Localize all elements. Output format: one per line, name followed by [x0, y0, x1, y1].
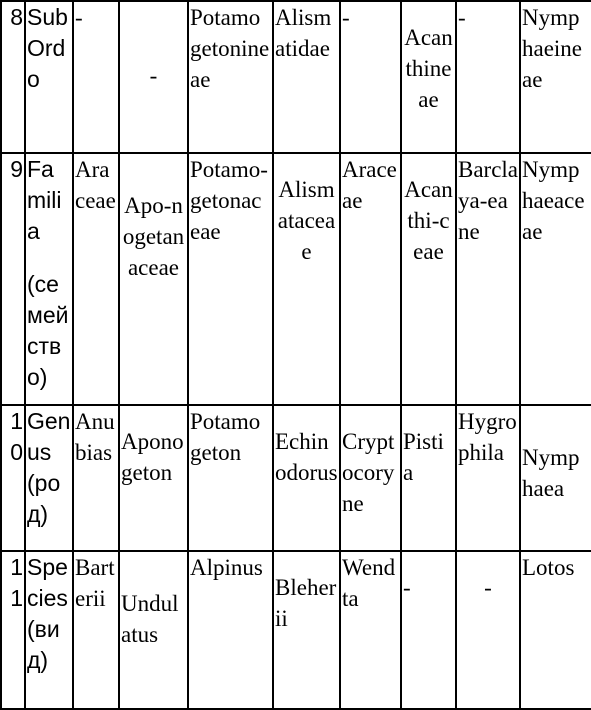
table-cell: Alpinus	[188, 551, 273, 709]
table-cell: Bleherii	[273, 551, 340, 709]
table-row	[1, 551, 591, 709]
table-cell: Alismataceae	[273, 153, 340, 405]
table-cell: Nymphaea	[520, 405, 591, 551]
rank-latin: Species	[27, 554, 68, 611]
table-cell: Wendta	[340, 551, 401, 709]
table-cell: Acanthi-ceae	[401, 153, 456, 405]
table-cell: -	[401, 551, 456, 709]
table-cell: Potamogetonineae	[188, 1, 273, 153]
rank-latin: Genus	[27, 408, 71, 465]
table-cell: Potamogeton	[188, 405, 273, 551]
row-number: 8	[1, 1, 25, 153]
rank-name	[25, 153, 73, 405]
table-row	[1, 153, 591, 405]
table-cell: -	[456, 551, 520, 709]
rank-russian: (род)	[27, 470, 61, 527]
table-cell: Nymphaeineae	[520, 1, 591, 153]
table-cell: -	[73, 1, 119, 153]
rank-russian: (вид)	[27, 616, 60, 673]
table-cell: Acanthineae	[401, 1, 456, 153]
rank-name	[25, 551, 73, 709]
table-cell: Araceae	[73, 153, 119, 405]
table-row	[1, 405, 591, 551]
table-cell: Anubias	[73, 405, 119, 551]
row-number: 9	[1, 153, 25, 405]
row-number: 11	[1, 551, 25, 709]
table-cell: Echinodorus	[273, 405, 340, 551]
table-cell: Cryptocoryne	[340, 405, 401, 551]
rank-name	[25, 405, 73, 551]
rank-name	[25, 1, 73, 153]
row-number: 10	[1, 405, 25, 551]
rank-russian: (семейство)	[27, 271, 69, 390]
table-cell: -	[119, 1, 188, 153]
table-cell: Nymphaeaceae	[520, 153, 591, 405]
table-cell: Lotos	[520, 551, 591, 709]
table-cell: Aponogeton	[119, 405, 188, 551]
table-cell: Undulatus	[119, 551, 188, 709]
rank-latin: Familia	[27, 156, 62, 244]
table-cell: Pistia	[401, 405, 456, 551]
table-cell: Barclaya-eane	[456, 153, 520, 405]
table-cell: Alismatidae	[273, 1, 340, 153]
table-cell: Araceae	[340, 153, 401, 405]
table-cell: -	[340, 1, 401, 153]
table-cell: -	[456, 1, 520, 153]
table-cell: Apo-nogetanaceae	[119, 153, 188, 405]
table-row	[1, 1, 591, 153]
table-cell: Barterii	[73, 551, 119, 709]
rank-latin: SubOrdo	[27, 4, 68, 92]
table-cell: Hygrophila	[456, 405, 520, 551]
table-cell: Potamo-getonaceae	[188, 153, 273, 405]
